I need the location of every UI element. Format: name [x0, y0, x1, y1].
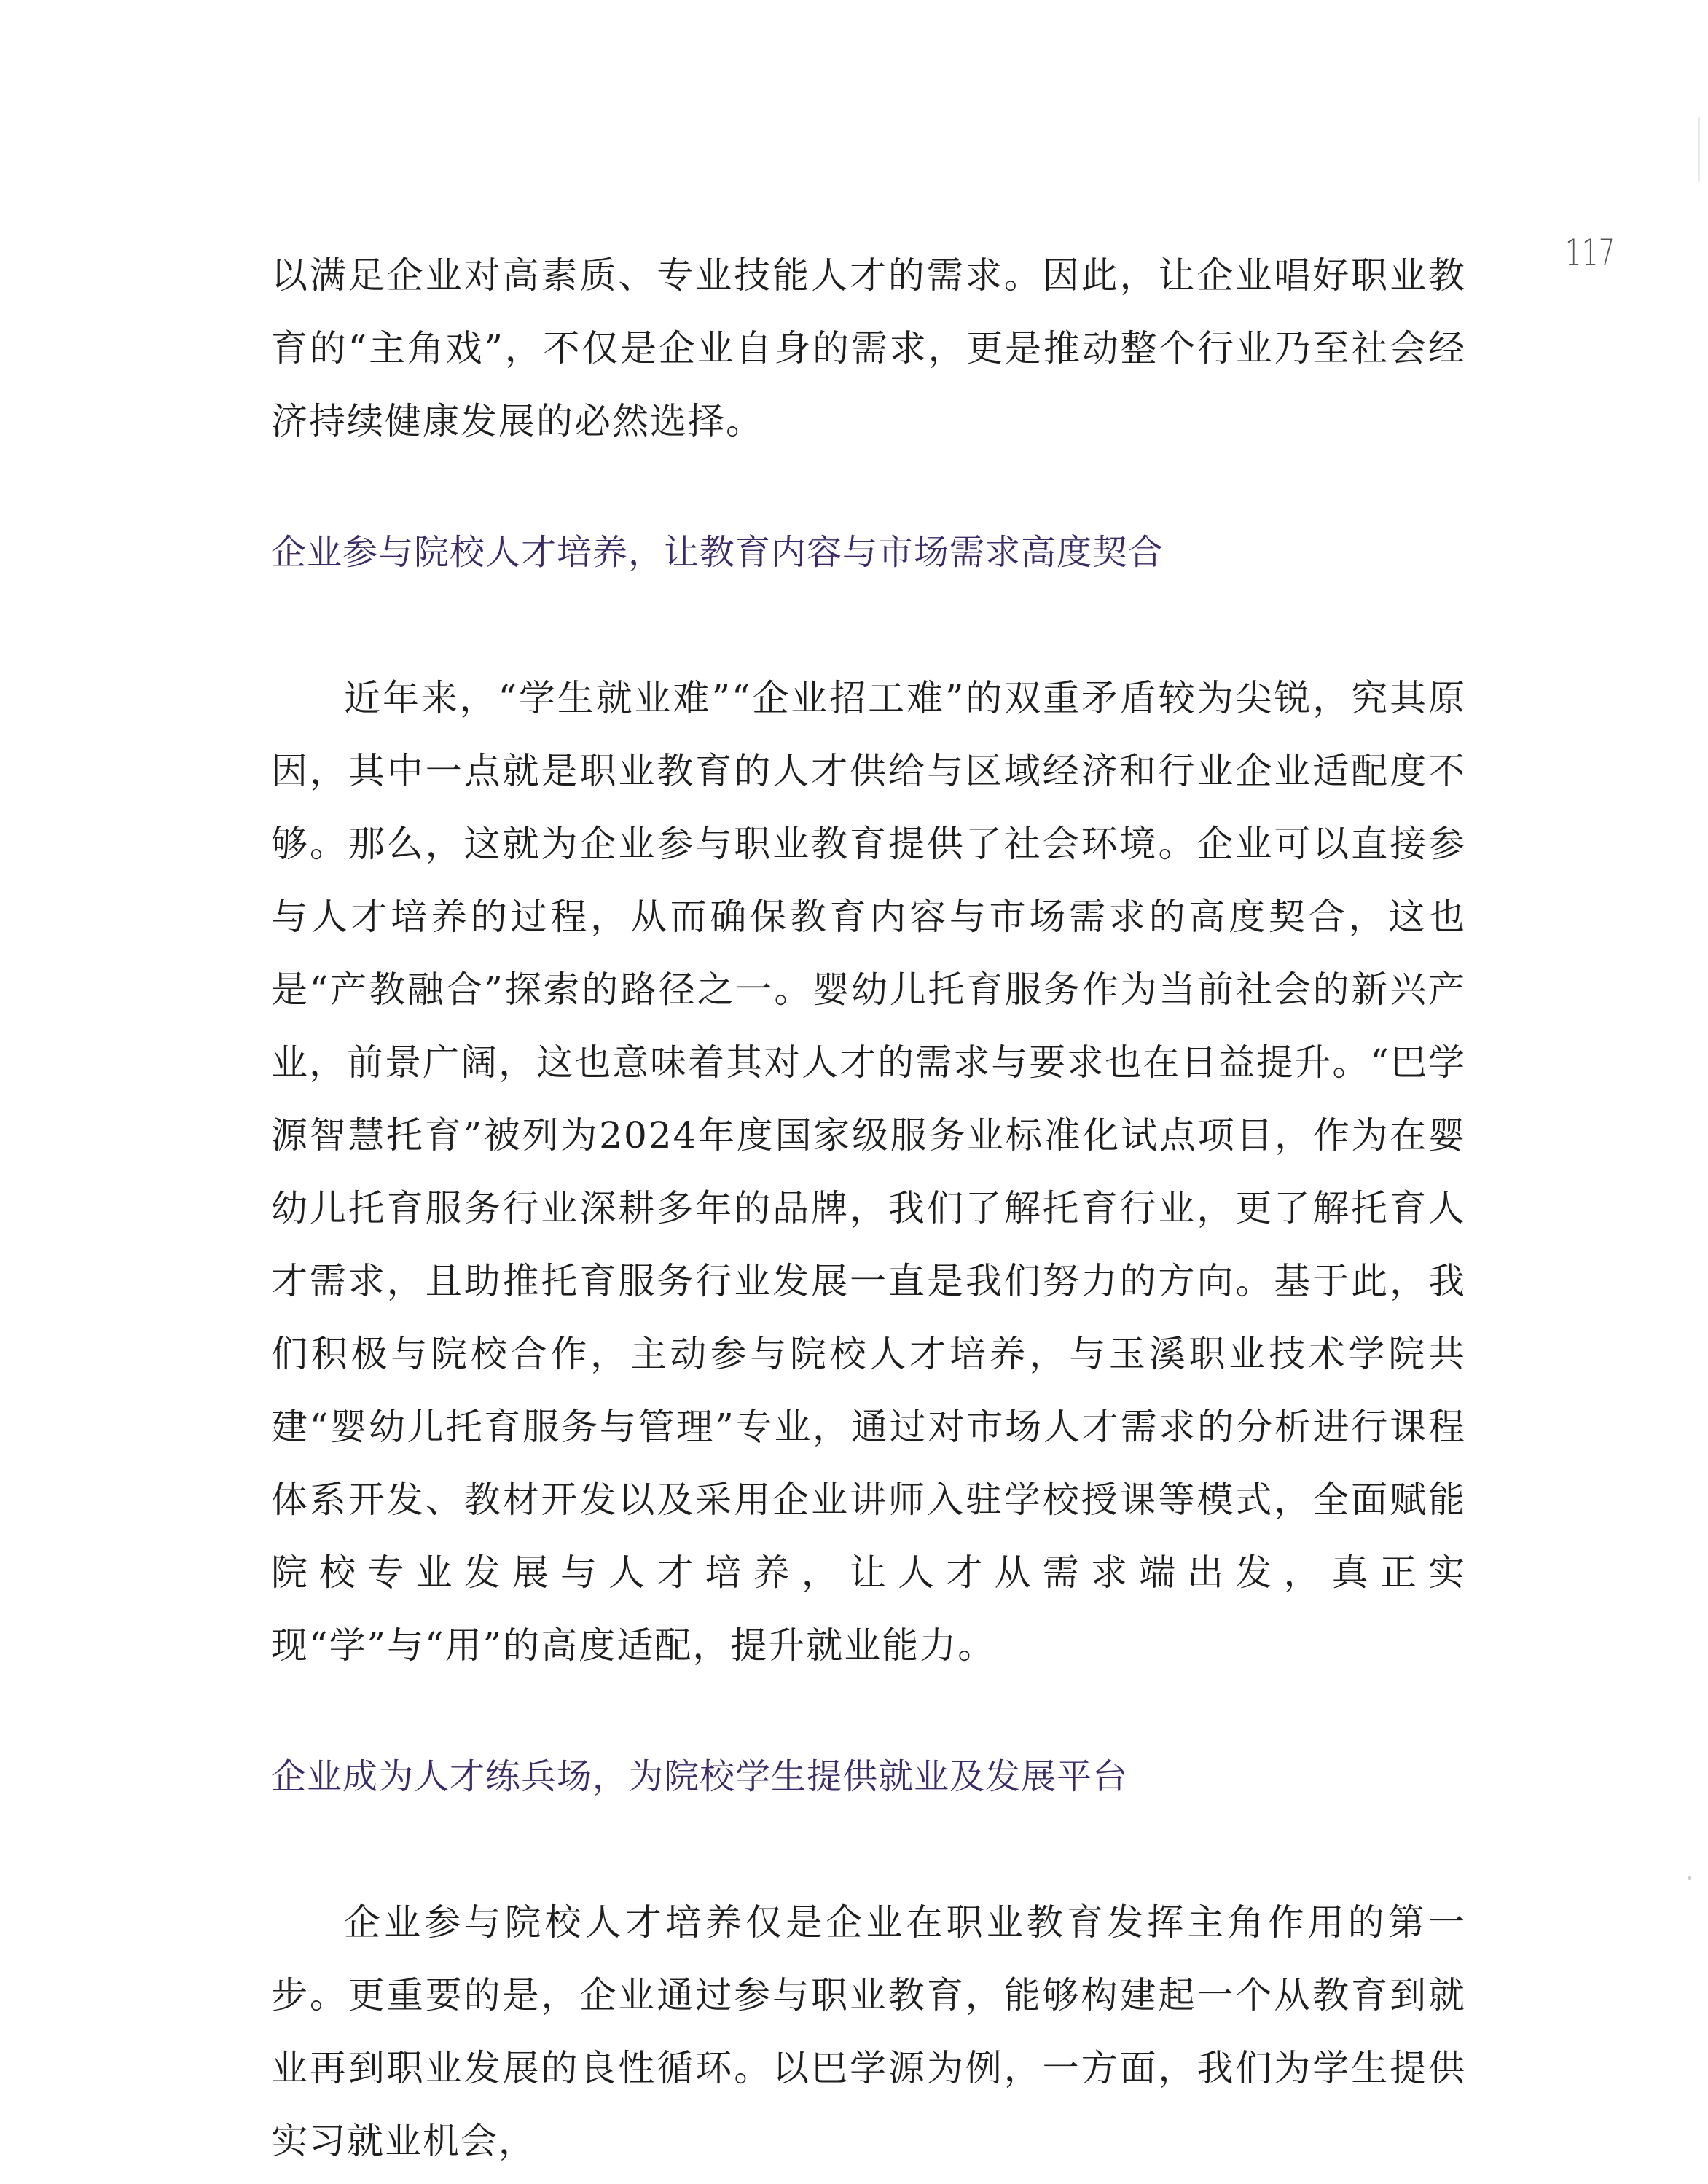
paragraph-school-training: 近年来，“学生就业难”“企业招工难”的双重矛盾较为尖锐，究其原因，其中一点就是职业教育的人才供给与区域经济和行业企业适配度不够。那么，这就为企业参与职业教育提供了社会环境。企业可以直接参与人才培养的过程，从而确保教育内容与市场需求的高度契合，这也是“产教融合”探索的路径之一。婴幼儿托育服务作为当前社会的新兴产业，前景广阔，这也意味着其对人才的需求与要求也在日益提升。“巴学源智慧托育”被列为2024年度国家级服务业标准化试点项目，作为在婴幼儿托育服务行业深耕多年的品牌，我们了解托育行业，更了解托育人才需求，且助推托育服务行业发展一直是我们努力的方向。基于此，我们积极与院校合作，主动参与院校人才培养，与玉溪职业技术学院共建“婴幼儿托育服务与管理”专业，通过对市场人才需求的分析进行课程体系开发、教材开发以及采用企业讲师入驻学校授课等模式，全面赋能院校专业发展与人才培养，让人才从需求端出发，真正实现“学”与“用”的高度适配，提升就业能力。 — [271, 677, 1466, 1667]
page-number: 117 — [1565, 232, 1615, 274]
paragraph-training-ground: 企业参与院校人才培养仅是企业在职业教育发挥主角作用的第一步。更重要的是，企业通过参与职业教育，能够构建起一个从教育到就业再到职业发展的良性循环。以巴学源为例，一方面，我们为学生提供实习就业机会， — [271, 1901, 1466, 2162]
scan-edge-mark — [1698, 117, 1700, 182]
section-heading-training-ground: 企业成为人才练兵场，为院校学生提供就业及发展平台 — [271, 1756, 1129, 1797]
paragraph-continued: 以满足企业对高素质、专业技能人才的需求。因此，让企业唱好职业教育的“主角戏”，不仅是企业自身的需求，更是推动整个行业乃至社会经济持续健康发展的必然选择。 — [271, 254, 1466, 442]
page-body — [271, 239, 1466, 2177]
scan-dust-mark — [1688, 1876, 1691, 1880]
section-heading-school-training: 企业参与院校人才培养，让教育内容与市场需求高度契合 — [271, 532, 1164, 573]
